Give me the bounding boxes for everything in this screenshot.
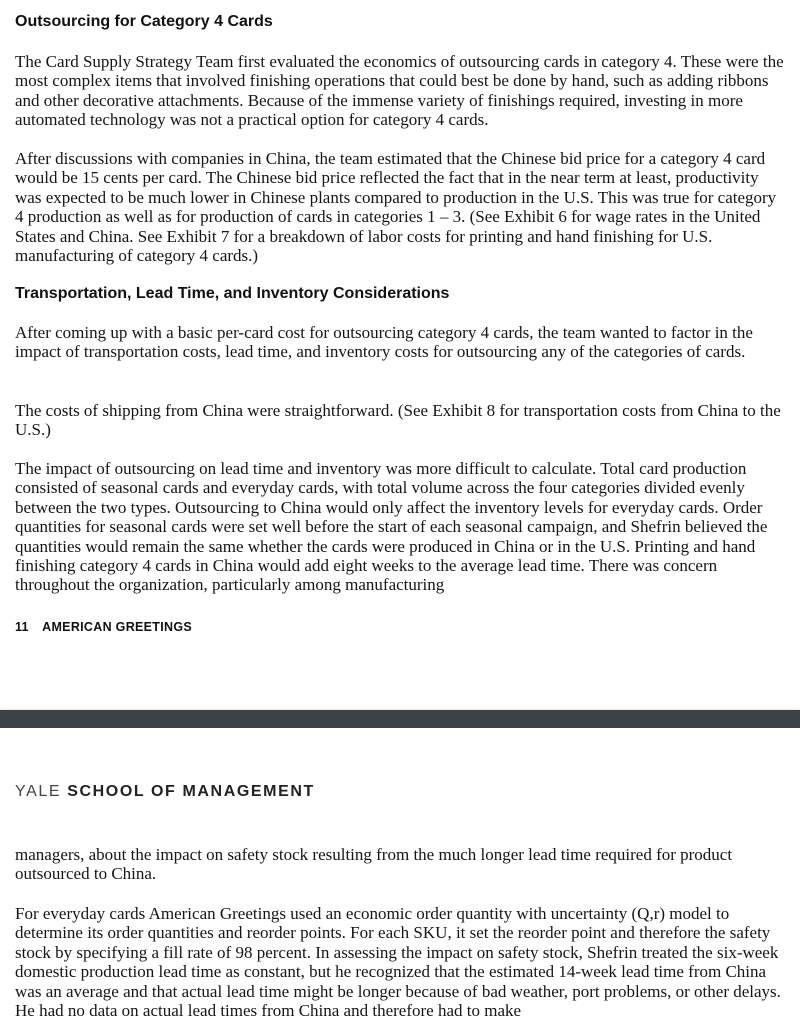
brand-school-of-management: SCHOOL OF MANAGEMENT [67, 783, 315, 800]
footer-title: AMERICAN GREETINGS [42, 620, 192, 634]
heading-outsourcing-category-4: Outsourcing for Category 4 Cards [15, 13, 273, 30]
paragraph-managers-safety-stock: managers, about the impact on safety stock resulting from the much longer lead time required for product outsourced to China. [15, 845, 733, 884]
yale-som-header-logo [15, 782, 315, 802]
paragraph-eoq-model: For everyday cards American Greetings used an economic order quantity with uncertainty (Q,r) model to determine its order quantities and reorder points. For each SKU, it set the reorder point and therefore the safety stock by specifying a fill rate of 98 percent. In assessing the impact on safety stock, Shefrin treated the six-week domestic production lead time as constant, but he recognized that the estimated 14-week lead time from China was an average and that actual lead time might be longer because of bad weather, port problems, or other delays. He had no data on actual lead times from China and therefore had to make [15, 904, 781, 1021]
page-bottom [0, 728, 800, 1024]
heading-transportation-lead-time: Transportation, Lead Time, and Inventory Considerations [15, 285, 450, 302]
brand-yale: YALE [15, 783, 62, 800]
page-divider [0, 710, 800, 728]
page-number: 11 [15, 620, 29, 634]
paragraph-per-card-cost: After coming up with a basic per-card cost for outsourcing category 4 cards, the team wanted to factor in the impact of transportation costs, lead time, and inventory costs for outsourcing any of the categories of cards. [15, 323, 753, 362]
paragraph-china-bid-price: After discussions with companies in China, the team estimated that the Chinese bid price for a category 4 card would be 15 cents per card. The Chinese bid price reflected the fact that in the near term at least, productivity was expected to be much lower in Chinese plants compared to production in the U.S. This was true for category 4 production as well as for production of cards in categories 1 – 3. (See Exhibit 6 for wage rates in the United States and China. See Exhibit 7 for a breakdown of labor costs for printing and hand finishing for U.S. manufacturing of category 4 cards.) [15, 149, 777, 266]
paragraph-lead-time-inventory: The impact of outsourcing on lead time and inventory was more difficult to calculate. Total card production consisted of seasonal cards and everyday cards, with total volume across the four categories divided evenly between the two types. Outsourcing to China would only affect the inventory levels for everyday cards. Order quantities for seasonal cards were set well before the start of each seasonal campaign, and Shefrin believed the quantities would remain the same whether the cards were produced in China or in the U.S. Printing and hand finishing category 4 cards in China would add eight weeks to the average lead time. There was concern throughout the organization, particularly among manufacturing [15, 459, 768, 595]
page-footer [15, 619, 192, 635]
paragraph-card-supply-strategy: The Card Supply Strategy Team first evaluated the economics of outsourcing cards in category 4. These were the most complex items that involved finishing operations that could best be done by hand, such as adding ribbons and other decorative attachments. Because of the immense variety of finishings required, investing in more automated technology was not a practical option for category 4 cards. [15, 52, 784, 130]
paragraph-shipping-costs: The costs of shipping from China were straightforward. (See Exhibit 8 for transportation costs from China to the U.S.) [15, 401, 781, 440]
